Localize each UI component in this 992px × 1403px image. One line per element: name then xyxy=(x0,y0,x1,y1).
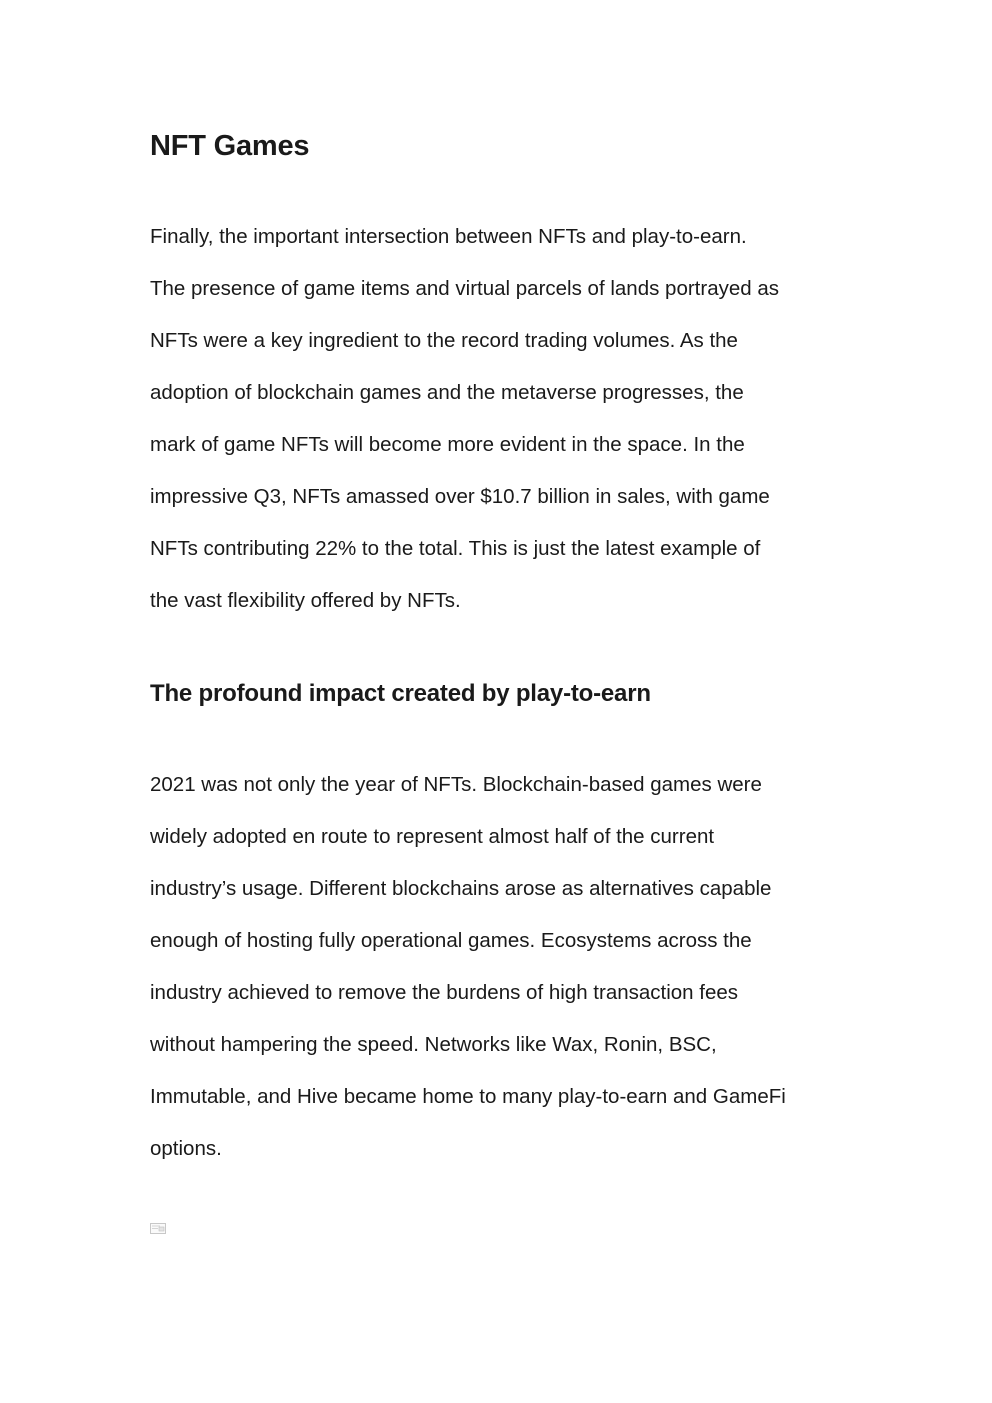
paragraph-line: The presence of game items and virtual parcels of lands portrayed as xyxy=(150,277,779,300)
paragraph-line: without hampering the speed. Networks like Wax, Ronin, BSC, xyxy=(150,1033,717,1056)
paragraph-line: industry achieved to remove the burdens of high transaction fees xyxy=(150,981,739,1004)
paragraph-line: 2021 was not only the year of NFTs. Blockchain-based games were xyxy=(150,773,762,796)
paragraph-play-to-earn xyxy=(150,759,786,1175)
paragraph-nft-games xyxy=(150,211,779,627)
paragraph-line: Immutable, and Hive became home to many play-to-earn and GameFi xyxy=(150,1085,786,1108)
section-heading-play-to-earn: The profound impact created by play-to-earn xyxy=(150,680,651,707)
broken-image-icon xyxy=(150,1222,166,1234)
paragraph-line: the vast flexibility offered by NFTs. xyxy=(150,589,461,612)
section-heading-nft-games: NFT Games xyxy=(150,130,310,162)
paragraph-line: NFTs contributing 22% to the total. This is just the latest example of xyxy=(150,537,761,560)
paragraph-line: adoption of blockchain games and the metaverse progresses, the xyxy=(150,381,744,404)
paragraph-line: NFTs were a key ingredient to the record trading volumes. As the xyxy=(150,329,738,352)
paragraph-line: industry’s usage. Different blockchains arose as alternatives capable xyxy=(150,877,772,900)
paragraph-line: options. xyxy=(150,1137,222,1160)
paragraph-line: enough of hosting fully operational games. Ecosystems across the xyxy=(150,929,752,952)
paragraph-line: mark of game NFTs will become more evident in the space. In the xyxy=(150,433,745,456)
paragraph-line: widely adopted en route to represent almost half of the current xyxy=(150,825,715,848)
paragraph-line: Finally, the important intersection between NFTs and play-to-earn. xyxy=(150,225,747,248)
paragraph-line: impressive Q3, NFTs amassed over $10.7 billion in sales, with game xyxy=(150,485,770,508)
